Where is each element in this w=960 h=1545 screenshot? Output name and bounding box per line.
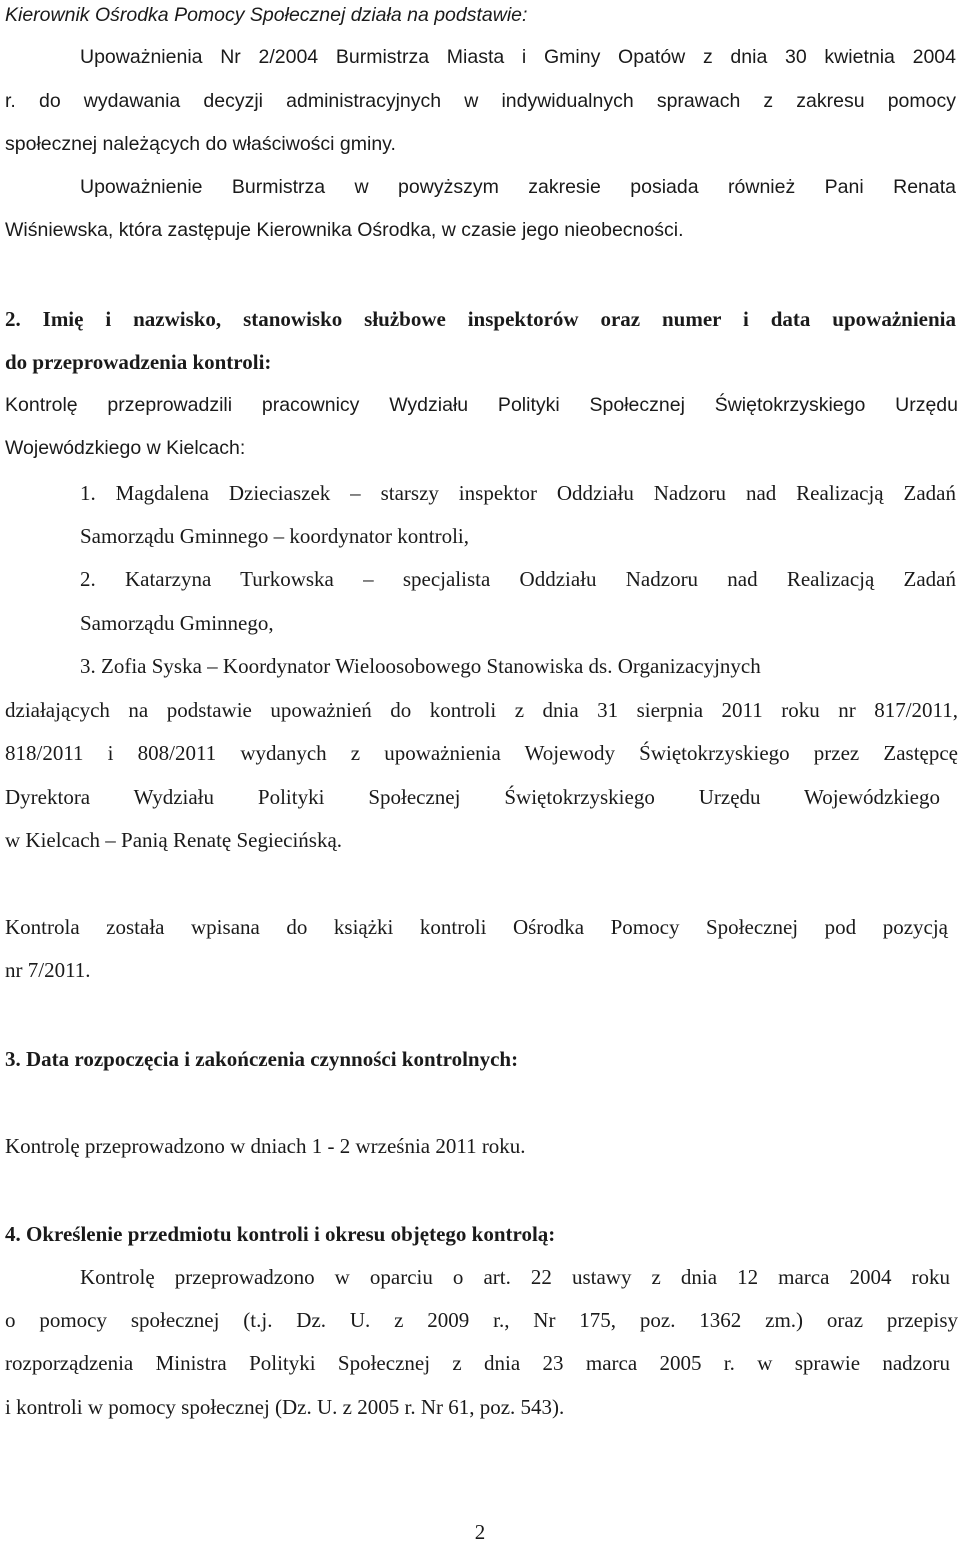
legal-basis-line-4: i kontroli w pomocy społecznej (Dz. U. z 2005 r. Nr 61, poz. 543). <box>5 1395 565 1419</box>
control-dates: Kontrolę przeprowadzono w dniach 1 - 2 września 2011 roku. <box>5 1134 526 1158</box>
inspector-1-line-2: Samorządu Gminnego – koordynator kontroli, <box>80 524 470 548</box>
deputy-line-1: Upoważnienie Burmistrza w powyższym zakresie posiada również Pani Renata <box>80 176 956 198</box>
page-number: 2 <box>474 1520 486 1544</box>
authorization-line-1: Upoważnienia Nr 2/2004 Burmistrza Miasta i Gminy Opatów z dnia 30 kwietnia 2004 <box>80 46 956 68</box>
inspector-3-line-1: 3. Zofia Syska – Koordynator Wieloosobowego Stanowiska ds. Organizacyjnych <box>80 654 761 678</box>
section-2-heading-line-2: do przeprowadzenia kontroli: <box>5 350 272 374</box>
intro-heading: Kierownik Ośrodka Pomocy Społecznej działa na podstawie: <box>5 4 528 26</box>
authorization-line-2: r. do wydawania decyzji administracyjnych w indywidualnych sprawach z zakresu pomocy <box>5 90 956 112</box>
inspectors-intro-line-1: Kontrolę przeprowadzili pracownicy Wydziału Polityki Społecznej Świętokrzyskiego Urzędu <box>5 394 958 416</box>
authorization-details-line-3: Dyrektora Wydziału Polityki Społecznej Świętokrzyskiego Urzędu Wojewódzkiego <box>5 785 940 809</box>
legal-basis-line-3: rozporządzenia Ministra Polityki Społecznej z dnia 23 marca 2005 r. w sprawie nadzoru <box>5 1351 950 1375</box>
legal-basis-line-2: o pomocy społecznej (t.j. Dz. U. z 2009 r., Nr 175, poz. 1362 zm.) oraz przepisy <box>5 1308 958 1332</box>
inspector-2-line-2: Samorządu Gminnego, <box>80 611 274 635</box>
authorization-details-line-2: 818/2011 i 808/2011 wydanych z upoważnienia Wojewody Świętokrzyskiego przez Zastępcę <box>5 741 958 765</box>
section-4-heading: 4. Określenie przedmiotu kontroli i okresu objętego kontrolą: <box>5 1222 556 1246</box>
deputy-line-2: Wiśniewska, która zastępuje Kierownika Ośrodka, w czasie jego nieobecności. <box>5 219 684 241</box>
section-2-heading-line-1: 2. Imię i nazwisko, stanowisko służbowe inspektorów oraz numer i data upoważnienia <box>5 307 956 331</box>
inspectors-intro-line-2: Wojewódzkiego w Kielcach: <box>5 437 246 459</box>
authorization-line-3: społecznej należących do właściwości gminy. <box>5 133 396 155</box>
inspector-2-line-1: 2. Katarzyna Turkowska – specjalista Oddziału Nadzoru nad Realizacją Zadań <box>80 567 956 591</box>
section-3-heading: 3. Data rozpoczęcia i zakończenia czynności kontrolnych: <box>5 1047 519 1071</box>
inspector-1-line-1: 1. Magdalena Dzieciaszek – starszy inspektor Oddziału Nadzoru nad Realizacją Zadań <box>80 481 956 505</box>
control-book-line-1: Kontrola została wpisana do książki kontroli Ośrodka Pomocy Społecznej pod pozycją <box>5 915 948 939</box>
control-book-line-2: nr 7/2011. <box>5 958 91 982</box>
authorization-details-line-1: działających na podstawie upoważnień do kontroli z dnia 31 sierpnia 2011 roku nr 817/2011, <box>5 698 958 722</box>
authorization-details-line-4: w Kielcach – Panią Renatę Segiecińską. <box>5 828 343 852</box>
legal-basis-line-1: Kontrolę przeprowadzono w oparciu o art. 22 ustawy z dnia 12 marca 2004 roku <box>80 1265 950 1289</box>
